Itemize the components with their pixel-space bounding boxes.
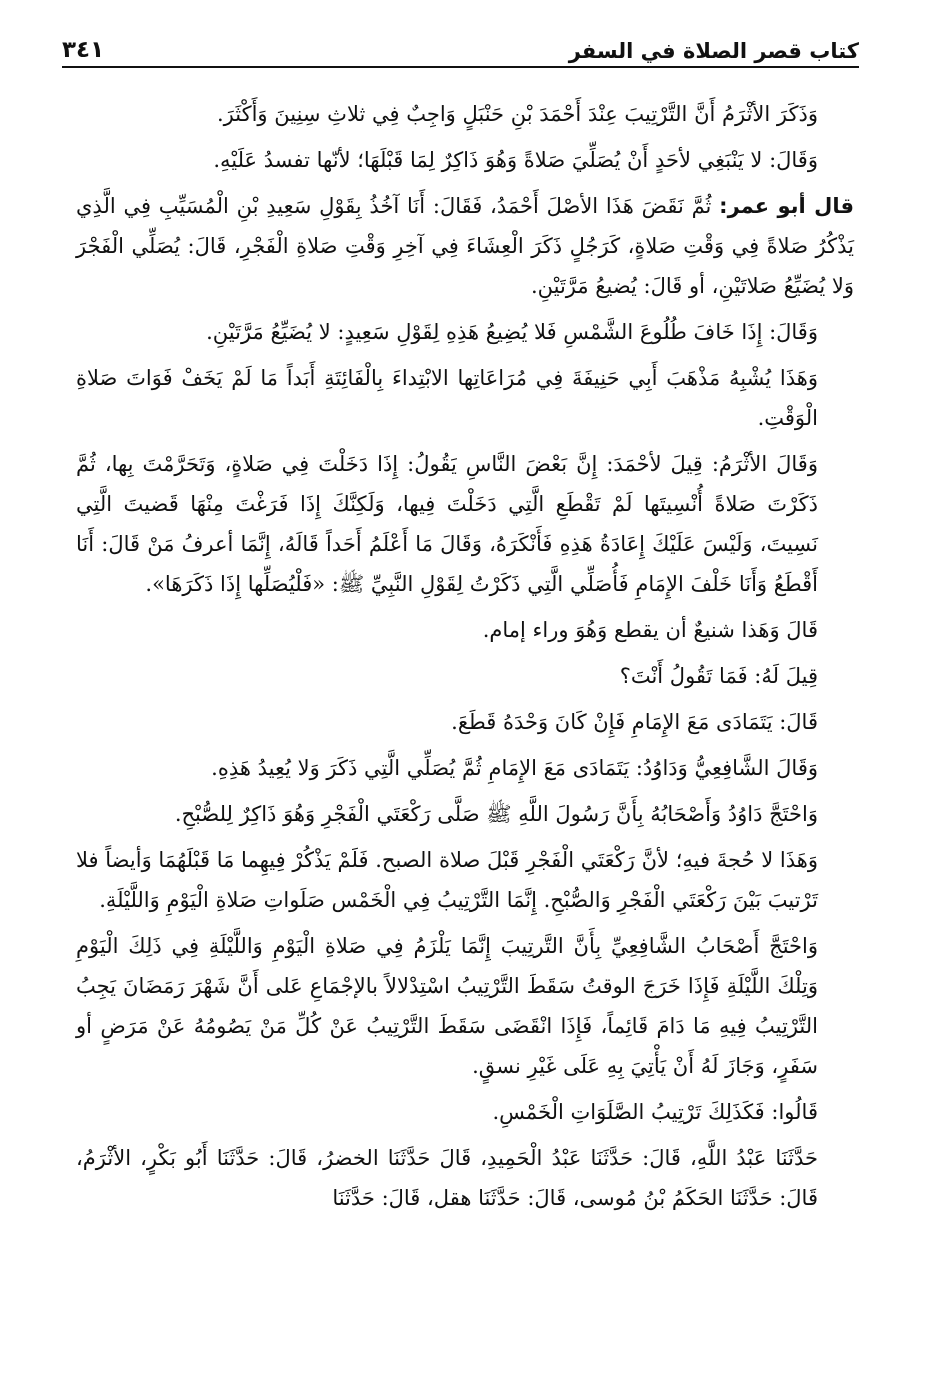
- paragraph-text: وَقَالَ: إِذَا خَافَ طُلُوعَ الشَّمْسِ فَلا يُضِيعُ هَذِهِ لِقَوْلِ سَعِيدٍ: لا يُضَيِّعُ مَرَّتَيْنِ.: [206, 320, 818, 344]
- paragraph-text: وَهَذَا لا حُجةَ فيهِ؛ لأنَّ رَكْعَتَي الْفَجْرِ قَبْلَ صلاة الصبح. فَلَمْ يَذْكُرْ فِيهِما مَا قَبْلَهُمَا وَأيضاً فلا تَرْتيبَ بَيْنَ رَكْعَتَي الْفَجْرِ وَالصُّبْحِ. إِنَّمَا التَّرْتِيبُ فِي الْخَمْس صَلَواتِ صَلاةِ الْيَوْمِ وَاللَّيْلَةِ.: [76, 848, 818, 912]
- paragraph: [76, 358, 854, 438]
- paragraph: [76, 794, 854, 834]
- paragraph: [76, 140, 854, 180]
- paragraph: [76, 656, 854, 696]
- paragraph-text: ثُمَّ نَقَضَ هَذَا الأصْلَ أَحْمَدُ، فَقَالَ: أَنَا آخُذُ بِقَوْلِ سَعِيدِ بْنِ الْمُسَيِّبِ فِي الَّذِي يَذْكُرُ صَلاةً فِي وَقْتِ صَلاةٍ، كَرَجُلٍ ذَكَرَ الْعِشَاءَ فِي آخِرِ وَقْتِ صَلاةِ الْفَجْرِ، قَالَ: يُصَلِّي الْفَجْرَ وَلا يُضَيِّعُ صَلاتَيْنِ، أو قَالَ: يُضيعُ مَرَّتَيْنِ.: [76, 194, 854, 298]
- paragraph-text: حَدَّثَنَا عَبْدُ اللَّهِ، قَالَ: حَدَّثَنَا عَبْدُ الْحَمِيدِ، قَالَ حَدَّثَنَا الخضرُ، قَالَ: حَدَّثَنَا أَبُو بَكْرٍ، الأثْرَمُ، قَالَ: حَدَّثَنَا الحَكَمُ بْنُ مُوسى، قَالَ: حَدَّثَنَا هقل، قَالَ: حَدَّثَنَا: [76, 1146, 818, 1210]
- paragraph-text: وَقَالَ الأثْرَمُ: قِيلَ لأحْمَدَ: إِنَّ بَعْضَ النَّاسِ يَقُولُ: إِذَا دَخَلْتَ فِي صَلاةٍ، وَتَحَرَّمْتَ بِها، ثُمَّ ذَكَرْتَ صَلاةً أُنْسِيتَها لَمْ تَقْطَعِ الَّتِي دَخَلْتَ فِيها، وَلَكِنَّكَ إِذَا فَرَغْتَ مِنْهَا قَضيتَ الَّتِي نَسِيتَ، وَلَيْسَ عَلَيْكَ إِعَادَةُ هَذِهِ فَأَنْكَرَهُ، وَقَالَ مَا أَعْلَمُ أَحَداً قَالَهُ، إِنَّمَا أعرفُ مَنْ قَالَ: أَنَا أَقْطَعُ وَأَنَا خَلْفَ الإِمَامِ فَأُصَلِّي الَّتِي ذَكَرْتُ لِقَوْلِ النَّبِيِّ ﷺ: «فَلْيُصَلِّها إِذَا ذَكَرَهَا».: [76, 452, 818, 596]
- paragraph: [76, 926, 854, 1086]
- paragraph-text: قَالُوا: فَكَذَلِكَ تَرْتِيبُ الصَّلَوَاتِ الْخَمْسِ.: [492, 1100, 818, 1124]
- paragraph: [76, 94, 854, 134]
- paragraph: [76, 1092, 854, 1132]
- paragraph: [76, 312, 854, 352]
- page-body: [76, 94, 854, 1224]
- paragraph-text: وَاحْتَجَّ دَاوُدُ وَأَصْحَابُهُ بِأَنَّ رَسُولَ اللَّهِ ﷺ صَلَّى رَكْعَتَي الْفَجْرِ وَهُوَ ذَاكِرٌ لِلصُّبْحِ.: [174, 802, 818, 826]
- paragraph-lead: قال أبو عمر:: [719, 194, 854, 218]
- running-header: [62, 26, 859, 68]
- paragraph-text: وَقَالَ الشَّافِعِيُّ وَدَاوُدُ: يَتَمَادَى مَعَ الإِمَامِ ثُمَّ يُصَلِّي الَّتِي ذَكَرَ وَلا يُعِيدُ هَذِهِ.: [211, 756, 818, 780]
- paragraph: [76, 748, 854, 788]
- paragraph-text: وَقَالَ: لا يَنْبَغِي لأحَدٍ أَنْ يُصَلِّيَ صَلاةً وَهُوَ ذَاكِرٌ لِمَا قَبْلَهَا؛ لأنّها تفسدُ عَلَيْهِ.: [213, 148, 818, 172]
- paragraph: [76, 1138, 854, 1218]
- paragraph: [76, 186, 854, 306]
- paragraph: [76, 444, 854, 604]
- paragraph: [76, 840, 854, 920]
- page-number: ٣٤١: [62, 37, 112, 66]
- paragraph-text: قِيلَ لَهُ: فَمَا تَقُولُ أَنْتَ؟: [619, 664, 818, 688]
- paragraph-text: وَذَكَرَ الأثْرَمُ أَنَّ التَّرْتِيبَ عِنْدَ أَحْمَدَ بْنِ حَنْبَلٍ وَاجِبٌ فِي ثلاثِ سِنِينَ وَأَكْثَرَ.: [217, 102, 818, 126]
- paragraph-text: قَالَ وَهَذا شنيعٌ أن يقطع وَهُوَ وراء إمام.: [482, 618, 818, 642]
- paragraph: [76, 702, 854, 742]
- paragraph-text: وَاحْتَجَّ أَصْحَابُ الشَّافِعِيِّ بِأَنَّ التَّرتِيبَ إِنَّمَا يَلْزَمُ فِي صَلاةِ الْيَوْمِ وَاللَّيْلَةِ فِي ذَلِكَ الْيَوْمِ وَتِلْكَ اللَّيْلَةِ فَإِذَا خَرَجَ الوقتُ سَقَطَ التَّرْتِيبُ اسْتِدْلالاً بالإجْمَاعِ عَلى أَنَّ شَهْرَ رَمَضَانَ يَجِبُ التَّرْتِيبُ فِيهِ مَا دَامَ قَائِماً، فَإِذَا انْقَضَى سَقَطَ التَّرْتِيبُ عَنْ كُلِّ مَنْ يَصُومُهُ عَنْ مَرَضٍ أو سَفَرٍ، وَجَازَ لَهُ أَنْ يَأْتِيَ بِهِ عَلَى غَيْرِ نسقٍ.: [76, 934, 818, 1078]
- header-title: كتاب قصر الصلاة في السفر: [561, 39, 859, 66]
- paragraph-text: قَالَ: يَتَمَادَى مَعَ الإِمَامِ فَإِنْ كَانَ وَحْدَهُ قَطَعَ.: [451, 710, 818, 734]
- paragraph-text: وَهَذَا يُشْبِهُ مَذْهَبَ أَبِي حَنِيفَةَ فِي مُرَاعَاتِها الابْتِداءَ بِالْفَائِتَةِ أَبَداً مَا لَمْ يَخَفْ فَوَاتَ صَلاةِ الْوَقْتِ.: [76, 366, 818, 430]
- paragraph: [76, 610, 854, 650]
